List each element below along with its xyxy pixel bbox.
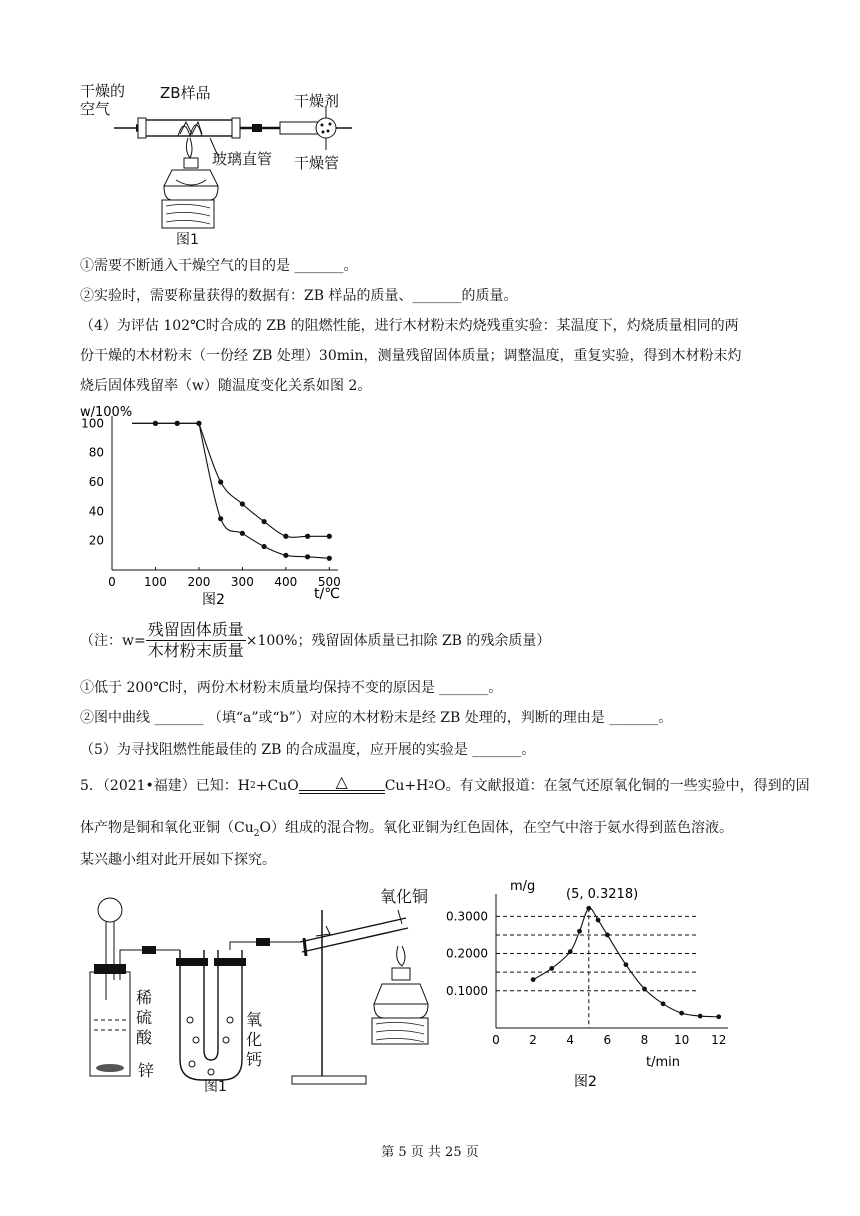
x-axis-label: t/℃ (314, 586, 340, 602)
series-line (199, 423, 329, 558)
data-point (586, 906, 591, 911)
y-tick-label: 100 (81, 416, 104, 431)
fraction-numerator: 残留固体质量 (147, 620, 244, 639)
data-point (240, 531, 245, 536)
x-tick-label: 0 (492, 1033, 500, 1047)
data-point (240, 501, 245, 506)
paragraph-line: 烧后固体残留率（w）随温度变化关系如图 2。 (80, 378, 372, 394)
data-point (642, 987, 647, 992)
reactant-cuo: +CuO (255, 778, 299, 794)
data-point (327, 534, 332, 539)
sample-label: ZB样品 (160, 84, 211, 102)
data-point (624, 962, 629, 967)
zinc-label: 锌 (138, 1061, 155, 1080)
cao-label: 氧化钙 (246, 1010, 263, 1069)
problem-5-line2 (80, 818, 733, 844)
x-tick-label: 8 (640, 1033, 649, 1047)
data-point (716, 1014, 721, 1019)
data-point (698, 1014, 703, 1019)
dry-air-label: 干燥的空气 (80, 82, 126, 118)
x-axis-label: t/min (646, 1055, 680, 1070)
fraction-denominator: 木材粉末质量 (147, 641, 244, 660)
y-tick-label: 0.3000 (446, 909, 488, 924)
data-point (305, 534, 310, 539)
apparatus-figure-top (80, 76, 370, 246)
line2-text: 体产物是铜和氧化亚铜（Cu (80, 820, 254, 836)
question-line: ①低于 200℃时，两份木材粉末质量均保持不变的原因是 _______。 (80, 680, 503, 696)
formula-note (80, 620, 550, 661)
fraction (146, 620, 246, 661)
data-point (596, 918, 601, 923)
note-suffix: ×100%；残留固体质量已扣除 ZB 的残余质量） (245, 632, 551, 649)
glass-tube-label: 玻璃直管 (212, 150, 273, 168)
y-tick-label: 0.1000 (446, 983, 488, 998)
page-footer: 第 5 页 共 25 页 (381, 1145, 479, 1160)
note-prefix: （注：w= (80, 632, 146, 649)
data-point (549, 966, 554, 971)
paragraph-line: 份干燥的木材粉末（一份经 ZB 处理）30min，测量残留固体质量；调整温度，重复实验，得到木材粉末灼 (80, 348, 742, 364)
mass-chart-svg (440, 876, 740, 1096)
data-point (175, 421, 180, 426)
subscript: 2 (428, 781, 435, 791)
x-tick-label: 10 (673, 1033, 690, 1047)
data-point (196, 421, 201, 426)
peak-annotation: (5, 0.3218) (566, 887, 639, 902)
question-line: ①需要不断通入干燥空气的目的是 _______。 (80, 258, 358, 274)
figure-caption: 图1 (204, 1079, 227, 1095)
y-axis-label: m/g (510, 879, 536, 894)
y-tick-label: 20 (88, 533, 104, 548)
problem-5-line1-rest: O。有文献报道：在氢气还原氧化铜的一些实验中，得到的固 (434, 778, 810, 794)
problem-5-line1 (80, 772, 810, 796)
data-point (262, 544, 267, 549)
data-point (327, 556, 332, 561)
y-tick-label: 0.2000 (446, 946, 488, 961)
data-point (283, 553, 288, 558)
y-axis-label: w/100% (80, 405, 133, 420)
y-tick-label: 40 (88, 504, 104, 519)
data-point (305, 554, 310, 559)
x-tick-label: 200 (187, 575, 211, 589)
desiccant-label: 干燥剂 (294, 92, 340, 110)
data-point (577, 929, 582, 934)
product-cu: Cu+H (384, 778, 429, 794)
x-tick-label: 12 (711, 1033, 727, 1047)
mass-chart (440, 876, 740, 1096)
x-tick-label: 6 (603, 1033, 612, 1047)
drying-tube-label: 干燥管 (294, 154, 340, 172)
y-tick-label: 80 (88, 445, 104, 460)
data-point (283, 534, 288, 539)
data-point (218, 479, 223, 484)
y-tick-label: 60 (88, 475, 104, 489)
data-point (262, 519, 267, 524)
apparatus-figure-bottom (80, 880, 440, 1100)
reaction-condition (299, 774, 385, 794)
figure-caption: 图1 (176, 232, 199, 248)
line2-text-b: O）组成的混合物。氧化亚铜为红色固体，在空气中溶于氨水得到蓝色溶液。 (259, 820, 733, 836)
residue-chart (78, 400, 368, 612)
x-tick-label: 4 (566, 1033, 575, 1047)
chart-caption: 图2 (202, 592, 225, 608)
data-point (661, 1001, 666, 1006)
data-point (531, 977, 536, 982)
data-point (568, 949, 573, 954)
problem-5-lead: 5．（2021•福建）已知：H (80, 778, 251, 794)
chart-caption: 图2 (574, 1074, 597, 1090)
paragraph-line: （4）为评估 102℃时合成的 ZB 的阻燃性能，进行木材粉末灼烧残重实验：某温度下，灼烧质量相同的两 (80, 318, 739, 334)
x-tick-label: 100 (144, 575, 167, 589)
subscript: 2 (253, 828, 260, 839)
x-tick-label: 500 (317, 575, 341, 589)
x-tick-label: 300 (230, 575, 254, 589)
problem-5-line3: 某兴趣小组对此开展如下探究。 (80, 852, 276, 868)
data-point (153, 421, 158, 426)
cuo-label: 氧化铜 (380, 887, 429, 906)
data-point (605, 933, 610, 938)
data-point (679, 1011, 684, 1016)
question-line: （5）为寻找阻燃性能最佳的 ZB 的合成温度，应开展的实验是 _______。 (80, 742, 536, 758)
sulfuric-acid-label: 稀硫酸 (136, 988, 153, 1047)
heat-symbol: △ (335, 772, 348, 791)
subscript: 2 (250, 781, 256, 791)
question-line: ②实验时，需要称量获得的数据有：ZB 样品的质量、_______的质量。 (80, 288, 518, 304)
residue-chart-svg (78, 400, 368, 612)
x-tick-label: 2 (529, 1033, 537, 1047)
x-tick-label: 400 (274, 575, 298, 589)
question-line: ②图中曲线 _______ （填“a”或“b”）对应的木材粉末是经 ZB 处理的，判断的理由是 _______。 (80, 710, 673, 726)
data-point (218, 516, 223, 521)
x-tick-label: 0 (108, 575, 116, 589)
